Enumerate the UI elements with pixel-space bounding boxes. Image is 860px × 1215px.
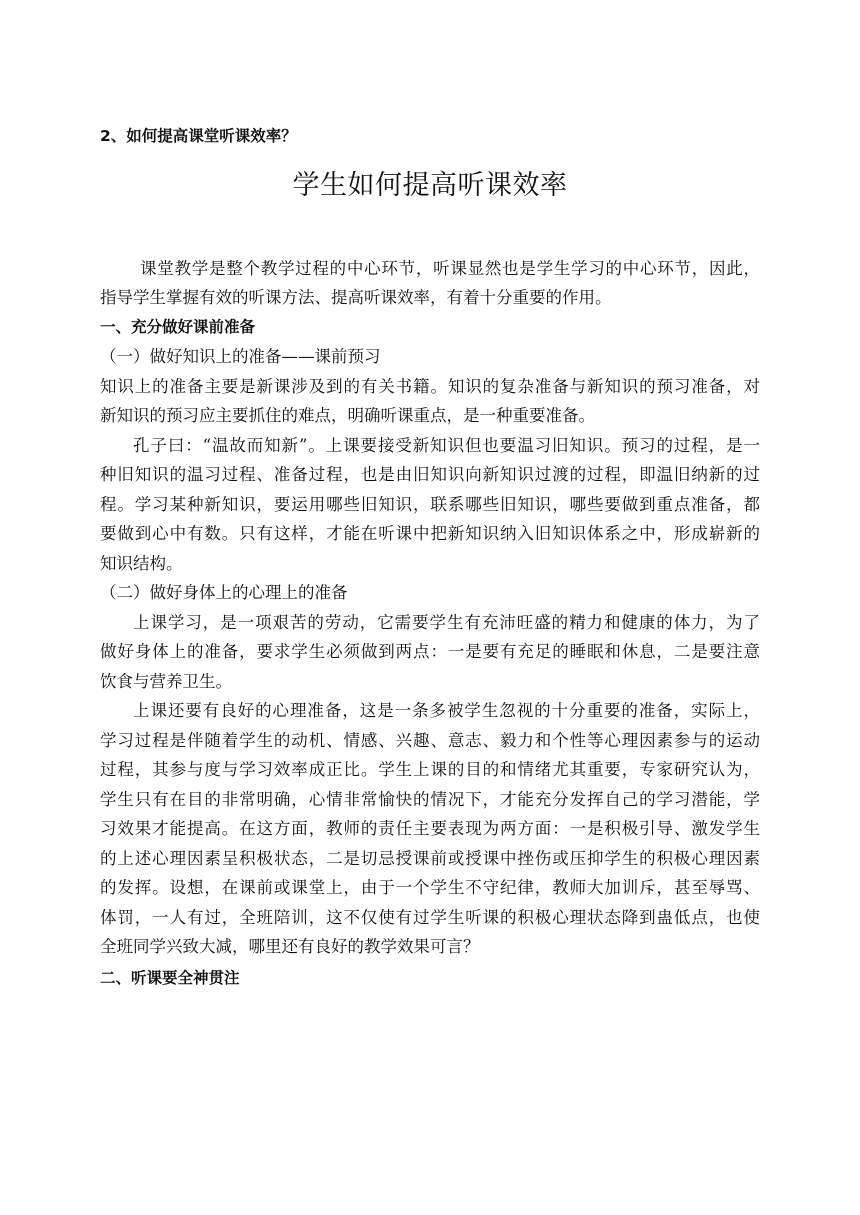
text-line: 做好身体上的准备，要求学生必须做到两点：一是要有充足的睡眠和休息，二是要注意 bbox=[100, 642, 760, 661]
subheading-1: （一）做好知识上的准备——课前预习 bbox=[100, 347, 381, 366]
text-line: 上课学习，是一项艰苦的劳动，它需要学生有充沛旺盛的精力和健康的体力，为了 bbox=[133, 612, 760, 632]
text-line: 学习过程是伴随着学生的动机、情感、兴趣、意志、毅力和个性等心理因素参与的运动 bbox=[100, 730, 760, 750]
text-line: 的上述心理因素呈积极状态，二是切忌授课前或授课中挫伤或压抑学生的积极心理因素 bbox=[100, 848, 760, 868]
text-line: 指导学生掌握有效的听课方法、提高听课效率，有着十分重要的作用。 bbox=[100, 288, 612, 307]
text-line: 程。学习某种新知识，要运用哪些旧知识，联系哪些旧知识，哪些要做到重点准备，都 bbox=[100, 494, 760, 514]
text-line: 要做到心中有数。只有这样，才能在听课中把新知识纳入旧知识体系之中，形成崭新的 bbox=[100, 524, 760, 543]
text-line: 过程，其参与度与学习效率成正比。学生上课的目的和情绪尤其重要，专家研究认为， bbox=[100, 760, 760, 779]
paragraph-2 bbox=[100, 431, 760, 579]
paragraph-1 bbox=[100, 372, 760, 431]
text-line: 上课还要有良好的心理准备，这是一条多被学生忽视的十分重要的准备，实际上， bbox=[133, 701, 760, 720]
section-number-heading: 2、如何提高课堂听课效率？ bbox=[100, 127, 297, 145]
text-line: 学生只有在目的非常明确，心情非常愉快的情况下，才能充分发挥自己的学习潜能，学 bbox=[100, 789, 760, 809]
text-line: 知识结构。 bbox=[100, 553, 183, 573]
page-title: 学生如何提高听课效率 bbox=[292, 169, 568, 201]
text-line: 全班同学兴致大减，哪里还有良好的教学效果可言？ bbox=[100, 937, 480, 956]
heading-1: 一、充分做好课前准备 bbox=[100, 317, 256, 336]
text-line: 体罚，一人有过，全班陪训，这不仅使有过学生听课的积极心理状态降到蛊低点，也使 bbox=[100, 907, 760, 927]
paragraph-3 bbox=[100, 608, 760, 697]
text-line: 饮食与营养卫生。 bbox=[100, 671, 232, 691]
subheading-2: （二）做好身体上的心理上的准备 bbox=[100, 583, 348, 602]
intro-paragraph bbox=[100, 254, 760, 313]
text-line: 知识上的准备主要是新课涉及到的有关书籍。知识的复杂准备与新知识的预习准备，对 bbox=[100, 376, 760, 396]
text-line: 的发挥。设想，在课前或课堂上，由于一个学生不守纪律，教师大加训斥，甚至辱骂、 bbox=[100, 878, 760, 897]
paragraph-4 bbox=[100, 696, 760, 962]
heading-2: 二、听课要全神贯注 bbox=[100, 968, 240, 987]
document-body bbox=[100, 122, 760, 993]
text-line: 习效果才能提高。在这方面，教师的责任主要表现为两方面：一是积极引导、激发学生 bbox=[100, 819, 760, 838]
text-line: 课堂教学是整个教学过程的中心环节，听课显然也是学生学习的中心环节，因此， bbox=[140, 258, 760, 278]
text-line: 孔子曰：“温故而知新”。上课要接受新知识但也要温习旧知识。预习的过程，是一 bbox=[133, 435, 760, 455]
text-line: 新知识的预习应主要抓住的难点，明确听课重点，是一种重要准备。 bbox=[100, 406, 595, 425]
text-line: 种旧知识的温习过程、准备过程，也是由旧知识向新知识过渡的过程，即温旧纳新的过 bbox=[100, 465, 760, 484]
